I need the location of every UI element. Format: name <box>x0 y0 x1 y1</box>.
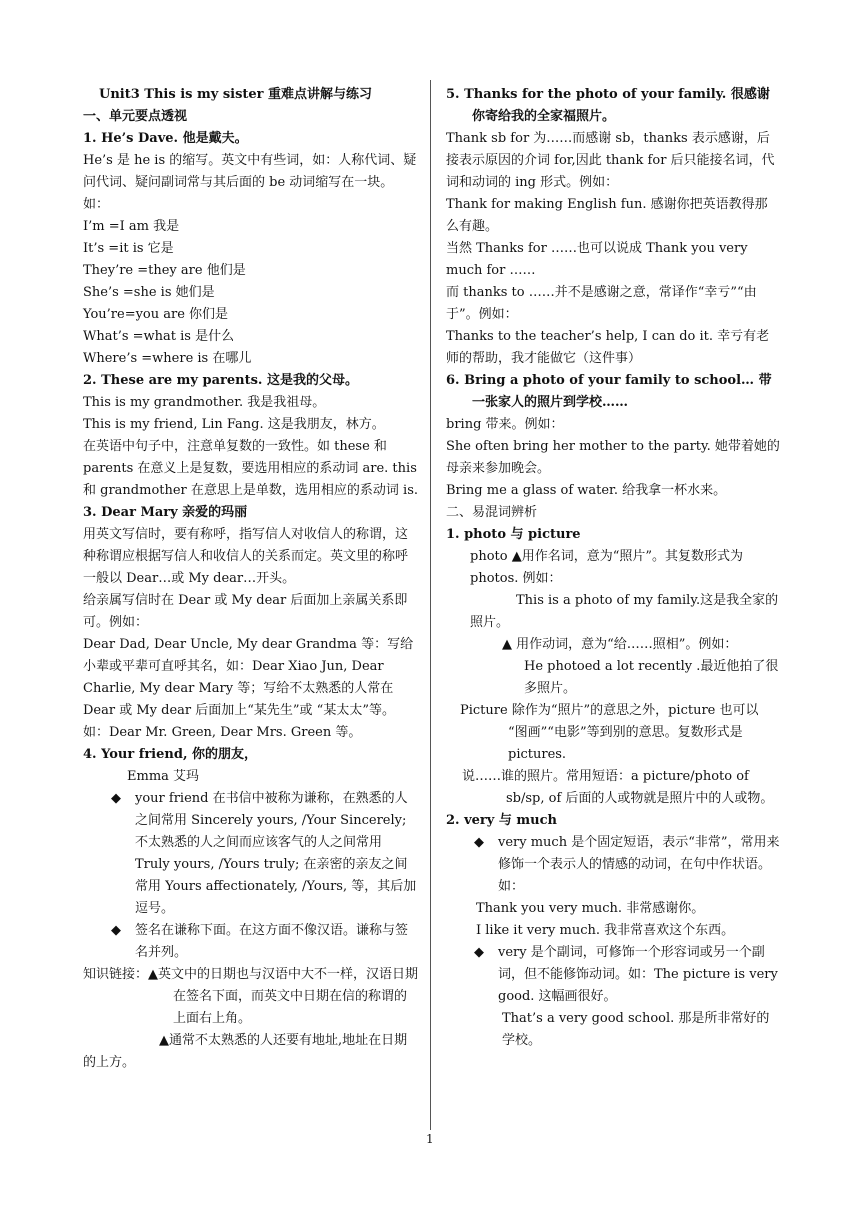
paragraph-text: 一、单元要点透视 <box>83 109 188 124</box>
left-paragraph <box>83 1030 419 1074</box>
left-paragraph <box>83 744 419 766</box>
right-paragraph <box>446 436 780 480</box>
left-paragraph <box>83 414 419 436</box>
paragraph-text: Picture 除作为“照片”的意思之外，picture 也可以 “图画”“电影”等到别的意思。复数形式是 pictures. <box>460 703 759 762</box>
paragraph-text: 2. very 与 much <box>446 813 557 828</box>
paragraph-text: She often bring her mother to the party. 她带着她的母亲来参加晚会。 <box>446 439 780 476</box>
left-paragraph <box>83 84 419 106</box>
right-paragraph <box>446 810 780 832</box>
paragraph-text: Bring me a glass of water. 给我拿一杯水来。 <box>446 483 727 498</box>
left-paragraph <box>83 326 419 348</box>
left-column <box>83 84 419 1074</box>
paragraph-text: very much 是个固定短语，表示“非常”，常用来修饰一个表示人的情感的动词，在句中作状语。如： <box>498 835 780 894</box>
right-paragraph <box>446 502 780 524</box>
left-paragraph <box>83 766 419 788</box>
paragraph-text: 而 thanks to ……并不是感谢之意，常译作“幸亏”“由于”。例如： <box>446 285 757 322</box>
paragraph-text: 当然 Thanks for ……也可以说成 Thank you very much for …… <box>446 241 748 278</box>
column-divider <box>430 80 431 1130</box>
right-paragraph <box>446 414 780 436</box>
left-paragraph <box>83 590 419 634</box>
left-paragraph <box>83 260 419 282</box>
paragraph-text: 4. Your friend, 你的朋友， <box>83 747 257 762</box>
left-paragraph <box>83 216 419 238</box>
left-paragraph <box>83 128 419 150</box>
paragraph-text: I’m =I am 我是 <box>83 219 180 234</box>
right-paragraph <box>446 766 780 810</box>
paragraph-text: He’s 是 he is 的缩写。英文中有些词，如：人称代词、疑问代词、疑问副词常与其后面的 be 动词缩写在一块。如： <box>83 153 417 212</box>
left-paragraph <box>83 282 419 304</box>
left-paragraph <box>83 238 419 260</box>
left-paragraph <box>83 920 419 964</box>
paragraph-text: 在英语中句子中，注意单复数的一致性。如 these 和 parents 在意义上是复数，要选用相应的系动词 are. this 和 grandmother 在意思上是单数，选用相应的系动词 is. <box>83 439 418 498</box>
paragraph-text: This is my grandmother. 我是我祖母。 <box>83 395 326 410</box>
diamond-bullet-icon: ◆ <box>111 791 121 806</box>
right-paragraph <box>446 326 780 370</box>
paragraph-text: 知识链接：▲英文中的日期也与汉语中大不一样，汉语日期在签名下面，而英文中日期在信的称谓的上面右上角。 <box>83 967 418 1026</box>
right-paragraph <box>446 1008 780 1052</box>
paragraph-text: I like it very much. 我非常喜欢这个东西。 <box>476 923 735 938</box>
paragraph-text: 3. Dear Mary 亲爱的玛丽 <box>83 505 248 520</box>
left-paragraph <box>83 392 419 414</box>
paragraph-text: very 是个副词，可修饰一个形容词或另一个副词，但不能修饰动词。如：The picture is very good. 这幅画很好。 <box>498 945 778 1004</box>
right-paragraph <box>446 282 780 326</box>
paragraph-text: 1. He’s Dave. 他是戴夫。 <box>83 131 248 146</box>
paragraph-text: 二、易混词辨析 <box>446 505 538 520</box>
paragraph-text: What’s =what is 是什么 <box>83 329 235 344</box>
paragraph-text: 签名在谦称下面。在这方面不像汉语。谦称与签名并列。 <box>135 923 409 960</box>
diamond-bullet-icon: ◆ <box>474 945 484 960</box>
right-paragraph <box>446 942 780 1008</box>
left-paragraph <box>83 106 419 128</box>
right-paragraph <box>446 832 780 898</box>
left-paragraph <box>83 788 419 920</box>
paragraph-text: They’re =they are 他们是 <box>83 263 246 278</box>
right-paragraph <box>446 84 780 128</box>
left-paragraph <box>83 304 419 326</box>
right-paragraph <box>446 524 780 546</box>
diamond-bullet-icon: ◆ <box>474 835 484 850</box>
paragraph-text: 说……谁的照片。常用短语：a picture/photo of sb/sp, of 后面的人或物就是照片中的人或物。 <box>462 769 774 806</box>
paragraph-text: 2. These are my parents. 这是我的父母。 <box>83 373 358 388</box>
right-paragraph <box>446 480 780 502</box>
paragraph-text: Emma 艾玛 <box>127 769 200 784</box>
left-paragraph <box>83 634 419 744</box>
paragraph-text: This is a photo of my family.这是我全家的照片。 <box>470 593 779 630</box>
paragraph-text: Unit3 This is my sister 重难点讲解与练习 <box>99 87 373 102</box>
paragraph-text: Dear Dad, Dear Uncle, My dear Grandma 等：写给小辈或平辈可直呼其名，如：Dear Xiao Jun, Dear Charlie, My dear Mary 等；写给不太熟悉的人常在 Dear 或 My dear 后面加上“某先生”或 “某太太”等。如：Dear Mr. Green, Dear Mrs. Green 等。 <box>83 637 414 740</box>
left-paragraph <box>83 502 419 524</box>
paragraph-text: Where’s =where is 在哪儿 <box>83 351 252 366</box>
left-paragraph <box>83 436 419 502</box>
right-paragraph <box>446 656 780 700</box>
paragraph-text: You’re=you are 你们是 <box>83 307 229 322</box>
paragraph-text: Thank for making English fun. 感谢你把英语教得那么有趣。 <box>446 197 768 234</box>
paragraph-text: Thank you very much. 非常感谢你。 <box>476 901 705 916</box>
right-paragraph <box>446 128 780 194</box>
right-paragraph <box>446 898 780 920</box>
paragraph-text: Thank sb for 为……而感谢 sb，thanks 表示感谢，后接表示原因的介词 for,因此 thank for 后只能接名词，代词和动词的 ing 形式。例如： <box>446 131 775 190</box>
diamond-bullet-icon: ◆ <box>111 923 121 938</box>
paragraph-text: 给亲属写信时在 Dear 或 My dear 后面加上亲属关系即可。例如： <box>83 593 408 630</box>
left-paragraph <box>83 348 419 370</box>
paragraph-text: He photoed a lot recently .最近他拍了很多照片。 <box>524 659 779 696</box>
right-paragraph <box>446 700 780 766</box>
left-paragraph <box>83 150 419 216</box>
paragraph-text: photo ▲用作名词，意为“照片”。其复数形式为 photos. 例如： <box>470 549 743 586</box>
paragraph-text: 1. photo 与 picture <box>446 527 581 542</box>
paragraph-text: It’s =it is 它是 <box>83 241 174 256</box>
paragraph-text: This is my friend, Lin Fang. 这是我朋友，林方。 <box>83 417 385 432</box>
paragraph-text: Thanks to the teacher’s help, I can do it. 幸亏有老师的帮助，我才能做它（这件事） <box>446 329 770 366</box>
right-paragraph <box>446 546 780 590</box>
left-paragraph <box>83 524 419 590</box>
paragraph-text: She’s =she is 她们是 <box>83 285 215 300</box>
paragraph-text: 用英文写信时，要有称呼，指写信人对收信人的称谓，这种称谓应根据写信人和收信人的关系而定。英文里的称呼一般以 Dear…或 My dear…开头。 <box>83 527 409 586</box>
paragraph-text: 6. Bring a photo of your family to school… 带一张家人的照片到学校…… <box>446 373 772 410</box>
paragraph-text: ▲ 用作动词，意为“给……照相”。例如： <box>502 637 738 652</box>
right-paragraph <box>446 590 780 634</box>
paragraph-text: bring 带来。例如： <box>446 417 564 432</box>
paragraph-text: ▲通常不太熟悉的人还要有地址,地址在日期的上方。 <box>83 1033 408 1070</box>
right-paragraph <box>446 634 780 656</box>
right-paragraph <box>446 920 780 942</box>
left-paragraph <box>83 964 419 1030</box>
left-paragraph <box>83 370 419 392</box>
paragraph-text: That’s a very good school. 那是所非常好的学校。 <box>502 1011 770 1048</box>
right-paragraph <box>446 194 780 238</box>
paragraph-text: your friend 在书信中被称为谦称，在熟悉的人之间常用 Sincerely yours, /Your Sincerely; 不太熟悉的人之间而应该客气的人之间常用 Truly yours, /Yours truly; 在亲密的亲友之间常用 Yours affectionately, /Yours, 等，其后加逗号。 <box>135 791 417 916</box>
paragraph-text: 5. Thanks for the photo of your family. 很感谢你寄给我的全家福照片。 <box>446 87 770 124</box>
right-paragraph <box>446 238 780 282</box>
page-number: 1 <box>426 1132 434 1146</box>
right-column <box>446 84 780 1052</box>
right-paragraph <box>446 370 780 414</box>
